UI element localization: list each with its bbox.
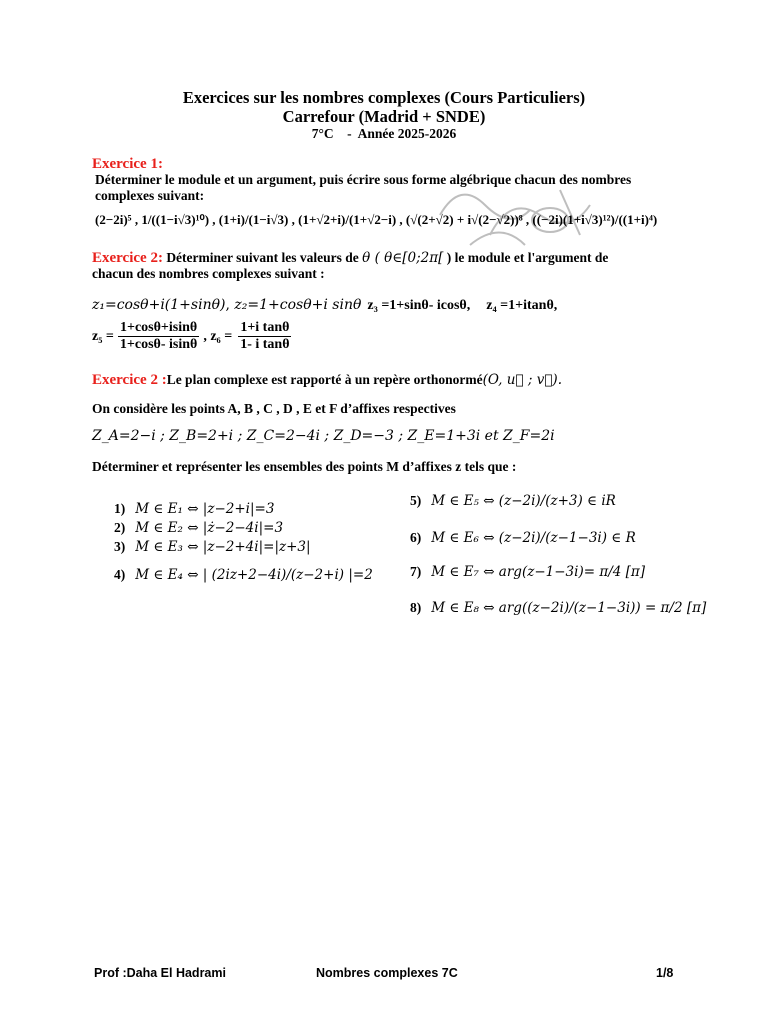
z6-numerator: 1+i tanθ [240, 320, 290, 335]
exercise-3-instruction: Le plan complexe est rapporté à un repère orthonormé [166, 372, 483, 387]
exercise-2-label: Exercice 2: [92, 250, 163, 266]
document-subtitle: Carrefour (Madrid + SNDE) [282, 107, 486, 126]
theta-condition: θ ( θ∈[0;2π[ [362, 250, 444, 266]
document-title: Exercices sur les nombres complexes (Cours Particuliers) [182, 88, 586, 107]
set-item-2: 2) M ∈ E₂ ⇔ |ż−2−4i|=3 [114, 520, 284, 536]
set-item-1: 1) M ∈ E₁ ⇔ |z−2+i|=3 [114, 501, 275, 517]
exercise-3-label: Exercice 2 : [92, 372, 167, 388]
set-item-4: 4) M ∈ E₄ ⇔ | (2iz+2−4i)/(z−2+i) |=2 [114, 567, 373, 583]
task-statement: Déterminer et représenter les ensembles des points M d’affixes z tels que : [92, 459, 517, 474]
z3-expression: z₃ =1+sinθ- icosθ, [367, 298, 471, 313]
z1-expression: z₁=cosθ+i(1+sinθ) [92, 297, 226, 313]
z-line-2 [92, 320, 298, 353]
exercise-3-line1 [92, 372, 562, 389]
z6-denominator: 1- i tanθ [240, 337, 290, 352]
footer-course: Nombres complexes 7C [316, 966, 458, 980]
exercise-1-label: Exercice 1: [92, 156, 163, 172]
exercise-2-line1 [92, 250, 608, 267]
footer-page-number: 1/8 [656, 966, 674, 980]
z5-fraction [118, 320, 199, 353]
set-item-7: 7) M ∈ E₇ ⇔ arg(z−1−3i)= π/4 [π] [410, 564, 646, 580]
set-item-5: 5) M ∈ E₅ ⇔ (z−2i)/(z+3) ∈ iR [410, 493, 616, 509]
z2-expression: z₂=1+cosθ+i sinθ [234, 297, 362, 313]
z5-numerator: 1+cosθ+isinθ [119, 320, 198, 335]
z6-fraction [238, 320, 291, 353]
affixes-line: Z_A=2−i ; Z_B=2+i ; Z_C=2−4i ; Z_D=−3 ; Z_E=1+3i et Z_F=2i [92, 428, 555, 444]
exercise-2-instruction-a: Déterminer suivant les valeurs de [166, 250, 359, 265]
footer-author: Prof :Daha El Hadrami [94, 966, 226, 980]
frame-notation: (O, u⃗ ; v⃗). [482, 372, 562, 388]
z4-expression: z₄ =1+itanθ, [486, 298, 558, 313]
class-year: 7°C - Année 2025-2026 [311, 126, 457, 141]
exercise-1-instruction: Déterminer le module et un argument, puis écrire sous forme algébrique chacun des nombres complexes suivant: [95, 172, 632, 203]
exercise-2-instruction-b: ) le module et l'argument de [446, 250, 609, 265]
points-intro: On considère les points A, B , C , D , E et F d’affixes respectives [92, 401, 456, 416]
z-line-1: z₁=cosθ+i(1+sinθ), z₂=1+cosθ+i sinθ z₃ =1+sinθ- icosθ, z₄ =1+itanθ, [92, 297, 558, 313]
set-item-3: 3) M ∈ E₃ ⇔ |z−2+4i|=|z+3| [114, 539, 311, 555]
z5-denominator: 1+cosθ- isinθ [119, 337, 198, 352]
set-item-6: 6) M ∈ E₆ ⇔ (z−2i)/(z−1−3i) ∈ R [410, 530, 636, 546]
exercise-1-expressions: (2−2i)⁵ , 1/((1−i√3)¹⁰) , (1+i)/(1−i√3) , (1+√2+i)/(1+√2−i) , (√(2+√2) + i√(2−√2))⁸ , ((−2i)(1+i√3)¹²)/((1+i)⁴) [95, 212, 658, 227]
exercise-2-instruction-c: chacun des nombres complexes suivant : [92, 266, 325, 281]
z5-label: z₅ = [92, 328, 114, 344]
set-item-8: 8) M ∈ E₈ ⇔ arg((z−2i)/(z−1−3i)) = π/2 [π] [410, 600, 707, 616]
z6-label: , z₆ = [203, 328, 233, 344]
